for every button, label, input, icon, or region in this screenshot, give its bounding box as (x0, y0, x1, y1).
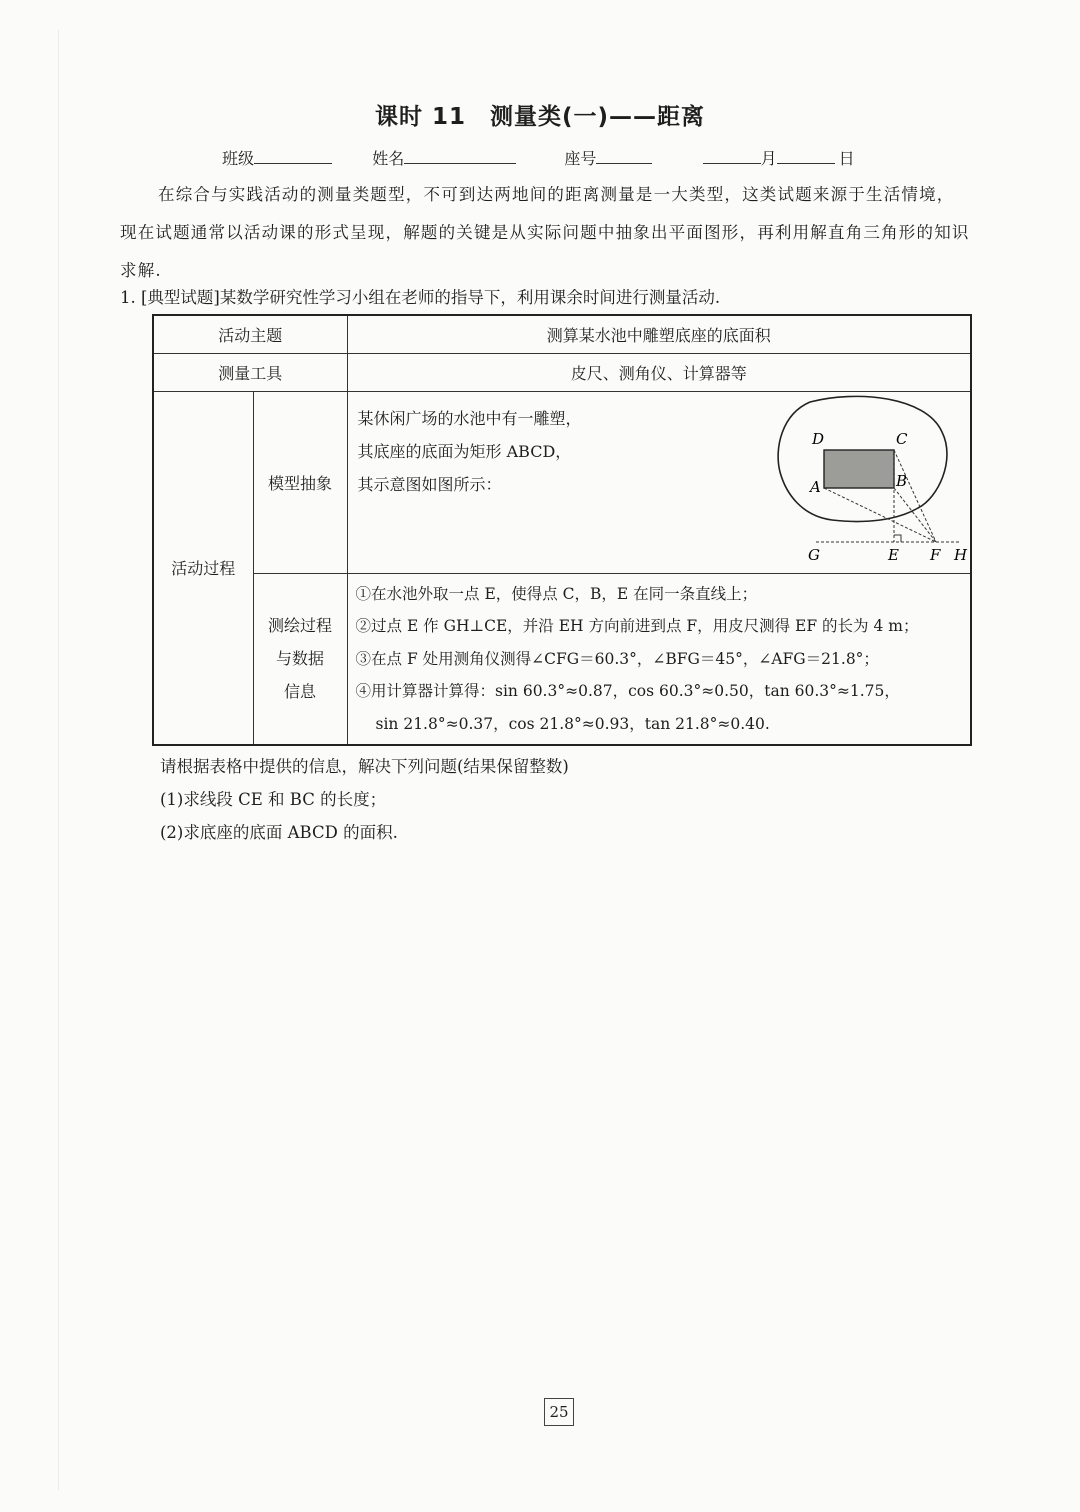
base-rectangle (824, 450, 894, 488)
day-label: 日 (838, 149, 855, 168)
student-info-line (222, 146, 855, 169)
activity-table (152, 314, 972, 746)
follow-up-prompt: 请根据表格中提供的信息，解决下列问题(结果保留整数) (160, 757, 569, 776)
table-row (153, 353, 971, 391)
question-number: 1. (120, 288, 136, 307)
label-d: D (812, 429, 825, 448)
table-row (153, 315, 971, 353)
day-blank (777, 147, 835, 164)
name-label: 姓名 (372, 149, 405, 168)
line-af (824, 488, 936, 542)
model-label: 模型抽象 (253, 391, 347, 573)
sub-question-1: (1)求线段 CE 和 BC 的长度； (160, 790, 387, 809)
model-line: 其示意图如图所示： (357, 474, 502, 494)
pool-diagram (746, 392, 970, 572)
right-angle-mark (894, 535, 901, 542)
step-2: ②过点 E 作 GH⊥CE，并沿 EH 方向前进到点 F，用皮尺测得 EF 的长为 4 m； (355, 617, 919, 635)
theme-label: 活动主题 (153, 315, 347, 353)
measure-label-line: 测绘过程 (268, 616, 333, 636)
table-row (153, 573, 971, 745)
measure-label-line: 与数据 (276, 649, 325, 669)
question-1 (120, 284, 720, 308)
step-1: ①在水池外取一点 E，使得点 C，B，E 在同一条直线上； (355, 584, 758, 603)
label-e: E (888, 545, 899, 564)
measure-label-line: 信息 (284, 682, 317, 702)
month-label: 月 (760, 149, 777, 168)
intro-paragraph: 在综合与实践活动的测量类题型，不可到达两地间的距离测量是一大类型，这类试题来源于生活情境，现在试题通常以活动课的形式呈现，解题的关键是从实际问题中抽象出平面图形，再利用解直角三角形的知识求解. (120, 185, 970, 280)
follow-up-questions (160, 750, 569, 849)
question-tag: [典型试题] (141, 288, 220, 307)
label-g: G (808, 545, 820, 564)
sub-question-2: (2)求底座的底面 ABCD 的面积. (160, 823, 398, 842)
process-label: 活动过程 (153, 391, 253, 745)
class-blank (254, 147, 332, 164)
label-b: B (896, 471, 908, 490)
table-row (153, 391, 971, 573)
label-c: C (896, 429, 908, 448)
tools-value: 皮尺、测角仪、计算器等 (347, 353, 971, 391)
question-text: 某数学研究性学习小组在老师的指导下，利用课余时间进行测量活动. (219, 288, 721, 307)
name-blank (404, 147, 516, 164)
page-edge (58, 30, 59, 1490)
label-f: F (930, 545, 941, 564)
model-cell (347, 391, 971, 573)
class-label: 班级 (222, 149, 255, 168)
measure-label (253, 573, 347, 745)
month-blank (703, 147, 761, 164)
tools-label: 测量工具 (153, 353, 347, 391)
page-number: 25 (544, 1398, 574, 1426)
step-4-continued: sin 21.8°≈0.37，cos 21.8°≈0.93，tan 21.8°≈0.40. (375, 714, 770, 733)
model-line: 某休闲广场的水池中有一雕塑， (357, 408, 582, 428)
page-title: 课时 11 测量类(一)——距离 (374, 104, 706, 130)
step-4: ④用计算器计算得：sin 60.3°≈0.87，cos 60.3°≈0.50，tan 60.3°≈1.75， (355, 682, 900, 700)
step-3: ③在点 F 处用测角仪测得∠CFG＝60.3°，∠BFG＝45°，∠AFG＝21.8°； (355, 649, 879, 668)
label-h: H (954, 545, 968, 564)
theme-value: 测算某水池中雕塑底座的底面积 (347, 315, 971, 353)
seat-label: 座号 (564, 149, 597, 168)
label-a: A (810, 477, 821, 496)
model-line: 其底座的底面为矩形 ABCD， (357, 441, 572, 461)
measure-steps (347, 573, 971, 745)
seat-blank (596, 147, 652, 164)
